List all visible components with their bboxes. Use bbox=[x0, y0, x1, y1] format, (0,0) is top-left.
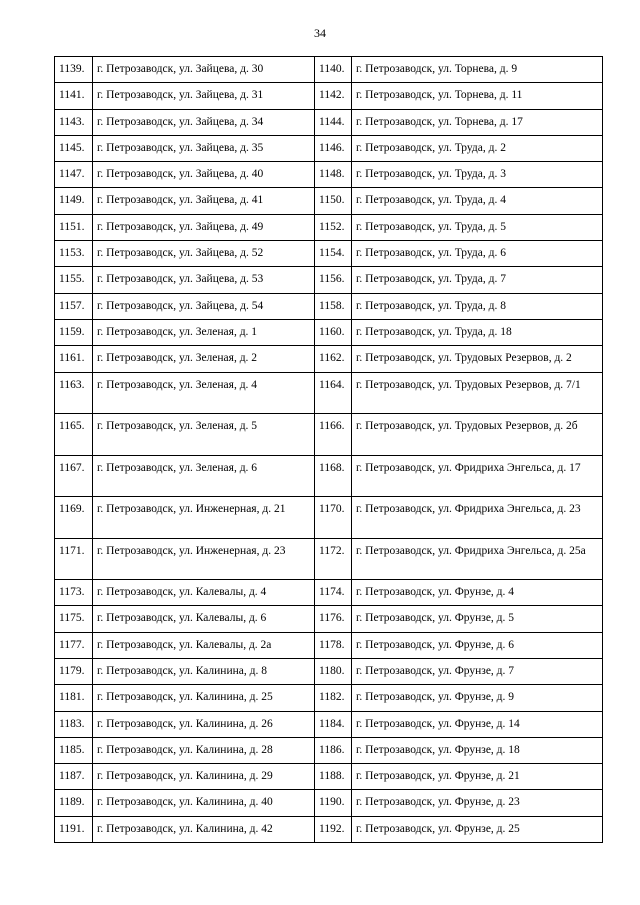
row-number-cell: 1177. bbox=[55, 632, 93, 658]
row-number-cell: 1176. bbox=[315, 606, 352, 632]
table-row bbox=[55, 109, 603, 135]
row-number-cell: 1140. bbox=[315, 57, 352, 83]
row-number-cell: 1188. bbox=[315, 764, 352, 790]
row-number-cell: 1143. bbox=[55, 109, 93, 135]
row-number-cell: 1174. bbox=[315, 580, 352, 606]
table-row bbox=[55, 293, 603, 319]
address-cell: г. Петрозаводск, ул. Зайцева, д. 40 bbox=[93, 162, 315, 188]
row-number-cell: 1175. bbox=[55, 606, 93, 632]
address-cell: г. Петрозаводск, ул. Зеленая, д. 5 bbox=[93, 414, 315, 456]
row-number-cell: 1145. bbox=[55, 135, 93, 161]
table-row bbox=[55, 267, 603, 293]
address-cell: г. Петрозаводск, ул. Трудовых Резервов, д. 2 bbox=[352, 346, 603, 372]
table-row bbox=[55, 632, 603, 658]
row-number-cell: 1149. bbox=[55, 188, 93, 214]
table-row bbox=[55, 414, 603, 456]
table-row bbox=[55, 83, 603, 109]
table-row bbox=[55, 737, 603, 763]
row-number-cell: 1182. bbox=[315, 685, 352, 711]
address-cell: г. Петрозаводск, ул. Зайцева, д. 41 bbox=[93, 188, 315, 214]
row-number-cell: 1179. bbox=[55, 658, 93, 684]
address-cell: г. Петрозаводск, ул. Фрунзе, д. 21 bbox=[352, 764, 603, 790]
row-number-cell: 1183. bbox=[55, 711, 93, 737]
address-cell: г. Петрозаводск, ул. Калинина, д. 8 bbox=[93, 658, 315, 684]
table-row bbox=[55, 816, 603, 842]
row-number-cell: 1160. bbox=[315, 319, 352, 345]
address-cell: г. Петрозаводск, ул. Инженерная, д. 21 bbox=[93, 497, 315, 539]
address-cell: г. Петрозаводск, ул. Калевалы, д. 2а bbox=[93, 632, 315, 658]
row-number-cell: 1168. bbox=[315, 455, 352, 497]
row-number-cell: 1173. bbox=[55, 580, 93, 606]
address-cell: г. Петрозаводск, ул. Трудовых Резервов, д. 2б bbox=[352, 414, 603, 456]
address-cell: г. Петрозаводск, ул. Калинина, д. 25 bbox=[93, 685, 315, 711]
address-cell: г. Петрозаводск, ул. Фрунзе, д. 23 bbox=[352, 790, 603, 816]
row-number-cell: 1144. bbox=[315, 109, 352, 135]
address-cell: г. Петрозаводск, ул. Фрунзе, д. 14 bbox=[352, 711, 603, 737]
row-number-cell: 1164. bbox=[315, 372, 352, 414]
address-cell: г. Петрозаводск, ул. Труда, д. 5 bbox=[352, 214, 603, 240]
table-row bbox=[55, 241, 603, 267]
address-cell: г. Петрозаводск, ул. Зеленая, д. 4 bbox=[93, 372, 315, 414]
address-cell: г. Петрозаводск, ул. Фридриха Энгельса, д. 25а bbox=[352, 538, 603, 580]
address-cell: г. Петрозаводск, ул. Зайцева, д. 35 bbox=[93, 135, 315, 161]
address-cell: г. Петрозаводск, ул. Калинина, д. 40 bbox=[93, 790, 315, 816]
address-table bbox=[54, 56, 603, 843]
row-number-cell: 1147. bbox=[55, 162, 93, 188]
address-cell: г. Петрозаводск, ул. Зайцева, д. 49 bbox=[93, 214, 315, 240]
row-number-cell: 1191. bbox=[55, 816, 93, 842]
row-number-cell: 1192. bbox=[315, 816, 352, 842]
table-row bbox=[55, 162, 603, 188]
page-number: 34 bbox=[314, 26, 326, 40]
table-row bbox=[55, 372, 603, 414]
row-number-cell: 1156. bbox=[315, 267, 352, 293]
address-cell: г. Петрозаводск, ул. Торнева, д. 11 bbox=[352, 83, 603, 109]
row-number-cell: 1185. bbox=[55, 737, 93, 763]
address-cell: г. Петрозаводск, ул. Зеленая, д. 1 bbox=[93, 319, 315, 345]
address-cell: г. Петрозаводск, ул. Зайцева, д. 31 bbox=[93, 83, 315, 109]
table-row bbox=[55, 658, 603, 684]
address-cell: г. Петрозаводск, ул. Труда, д. 18 bbox=[352, 319, 603, 345]
row-number-cell: 1152. bbox=[315, 214, 352, 240]
row-number-cell: 1184. bbox=[315, 711, 352, 737]
address-cell: г. Петрозаводск, ул. Фрунзе, д. 6 bbox=[352, 632, 603, 658]
table-row bbox=[55, 497, 603, 539]
address-table-body bbox=[55, 57, 603, 843]
address-cell: г. Петрозаводск, ул. Калинина, д. 26 bbox=[93, 711, 315, 737]
table-row bbox=[55, 580, 603, 606]
row-number-cell: 1186. bbox=[315, 737, 352, 763]
row-number-cell: 1163. bbox=[55, 372, 93, 414]
table-row bbox=[55, 606, 603, 632]
row-number-cell: 1146. bbox=[315, 135, 352, 161]
table-row bbox=[55, 538, 603, 580]
table-row bbox=[55, 685, 603, 711]
address-cell: г. Петрозаводск, ул. Зеленая, д. 6 bbox=[93, 455, 315, 497]
address-cell: г. Петрозаводск, ул. Торнева, д. 9 bbox=[352, 57, 603, 83]
address-cell: г. Петрозаводск, ул. Труда, д. 4 bbox=[352, 188, 603, 214]
row-number-cell: 1181. bbox=[55, 685, 93, 711]
row-number-cell: 1148. bbox=[315, 162, 352, 188]
address-cell: г. Петрозаводск, ул. Фрунзе, д. 7 bbox=[352, 658, 603, 684]
row-number-cell: 1190. bbox=[315, 790, 352, 816]
address-cell: г. Петрозаводск, ул. Калевалы, д. 6 bbox=[93, 606, 315, 632]
row-number-cell: 1139. bbox=[55, 57, 93, 83]
row-number-cell: 1154. bbox=[315, 241, 352, 267]
address-cell: г. Петрозаводск, ул. Зайцева, д. 34 bbox=[93, 109, 315, 135]
row-number-cell: 1159. bbox=[55, 319, 93, 345]
row-number-cell: 1172. bbox=[315, 538, 352, 580]
row-number-cell: 1171. bbox=[55, 538, 93, 580]
row-number-cell: 1157. bbox=[55, 293, 93, 319]
row-number-cell: 1162. bbox=[315, 346, 352, 372]
row-number-cell: 1158. bbox=[315, 293, 352, 319]
address-cell: г. Петрозаводск, ул. Зеленая, д. 2 bbox=[93, 346, 315, 372]
table-row bbox=[55, 57, 603, 83]
row-number-cell: 1187. bbox=[55, 764, 93, 790]
address-cell: г. Петрозаводск, ул. Труда, д. 8 bbox=[352, 293, 603, 319]
row-number-cell: 1178. bbox=[315, 632, 352, 658]
table-row bbox=[55, 214, 603, 240]
row-number-cell: 1141. bbox=[55, 83, 93, 109]
address-cell: г. Петрозаводск, ул. Фридриха Энгельса, д. 17 bbox=[352, 455, 603, 497]
row-number-cell: 1170. bbox=[315, 497, 352, 539]
address-cell: г. Петрозаводск, ул. Зайцева, д. 30 bbox=[93, 57, 315, 83]
row-number-cell: 1150. bbox=[315, 188, 352, 214]
address-cell: г. Петрозаводск, ул. Труда, д. 3 bbox=[352, 162, 603, 188]
address-cell: г. Петрозаводск, ул. Труда, д. 6 bbox=[352, 241, 603, 267]
address-cell: г. Петрозаводск, ул. Калевалы, д. 4 bbox=[93, 580, 315, 606]
row-number-cell: 1169. bbox=[55, 497, 93, 539]
table-row bbox=[55, 764, 603, 790]
address-cell: г. Петрозаводск, ул. Зайцева, д. 52 bbox=[93, 241, 315, 267]
address-cell: г. Петрозаводск, ул. Фрунзе, д. 9 bbox=[352, 685, 603, 711]
address-cell: г. Петрозаводск, ул. Фрунзе, д. 4 bbox=[352, 580, 603, 606]
address-cell: г. Петрозаводск, ул. Фридриха Энгельса, д. 23 bbox=[352, 497, 603, 539]
address-cell: г. Петрозаводск, ул. Зайцева, д. 53 bbox=[93, 267, 315, 293]
table-row bbox=[55, 455, 603, 497]
address-cell: г. Петрозаводск, ул. Труда, д. 2 bbox=[352, 135, 603, 161]
address-cell: г. Петрозаводск, ул. Калинина, д. 28 bbox=[93, 737, 315, 763]
row-number-cell: 1151. bbox=[55, 214, 93, 240]
table-row bbox=[55, 711, 603, 737]
row-number-cell: 1189. bbox=[55, 790, 93, 816]
address-cell: г. Петрозаводск, ул. Инженерная, д. 23 bbox=[93, 538, 315, 580]
address-cell: г. Петрозаводск, ул. Зайцева, д. 54 bbox=[93, 293, 315, 319]
address-cell: г. Петрозаводск, ул. Фрунзе, д. 5 bbox=[352, 606, 603, 632]
address-cell: г. Петрозаводск, ул. Фрунзе, д. 18 bbox=[352, 737, 603, 763]
address-cell: г. Петрозаводск, ул. Калинина, д. 29 bbox=[93, 764, 315, 790]
address-cell: г. Петрозаводск, ул. Калинина, д. 42 bbox=[93, 816, 315, 842]
row-number-cell: 1167. bbox=[55, 455, 93, 497]
table-row bbox=[55, 188, 603, 214]
table-row bbox=[55, 135, 603, 161]
row-number-cell: 1142. bbox=[315, 83, 352, 109]
table-row bbox=[55, 319, 603, 345]
row-number-cell: 1180. bbox=[315, 658, 352, 684]
row-number-cell: 1166. bbox=[315, 414, 352, 456]
table-row bbox=[55, 790, 603, 816]
address-cell: г. Петрозаводск, ул. Труда, д. 7 bbox=[352, 267, 603, 293]
row-number-cell: 1155. bbox=[55, 267, 93, 293]
address-cell: г. Петрозаводск, ул. Фрунзе, д. 25 bbox=[352, 816, 603, 842]
address-cell: г. Петрозаводск, ул. Торнева, д. 17 bbox=[352, 109, 603, 135]
row-number-cell: 1161. bbox=[55, 346, 93, 372]
address-cell: г. Петрозаводск, ул. Трудовых Резервов, д. 7/1 bbox=[352, 372, 603, 414]
table-row bbox=[55, 346, 603, 372]
row-number-cell: 1165. bbox=[55, 414, 93, 456]
row-number-cell: 1153. bbox=[55, 241, 93, 267]
